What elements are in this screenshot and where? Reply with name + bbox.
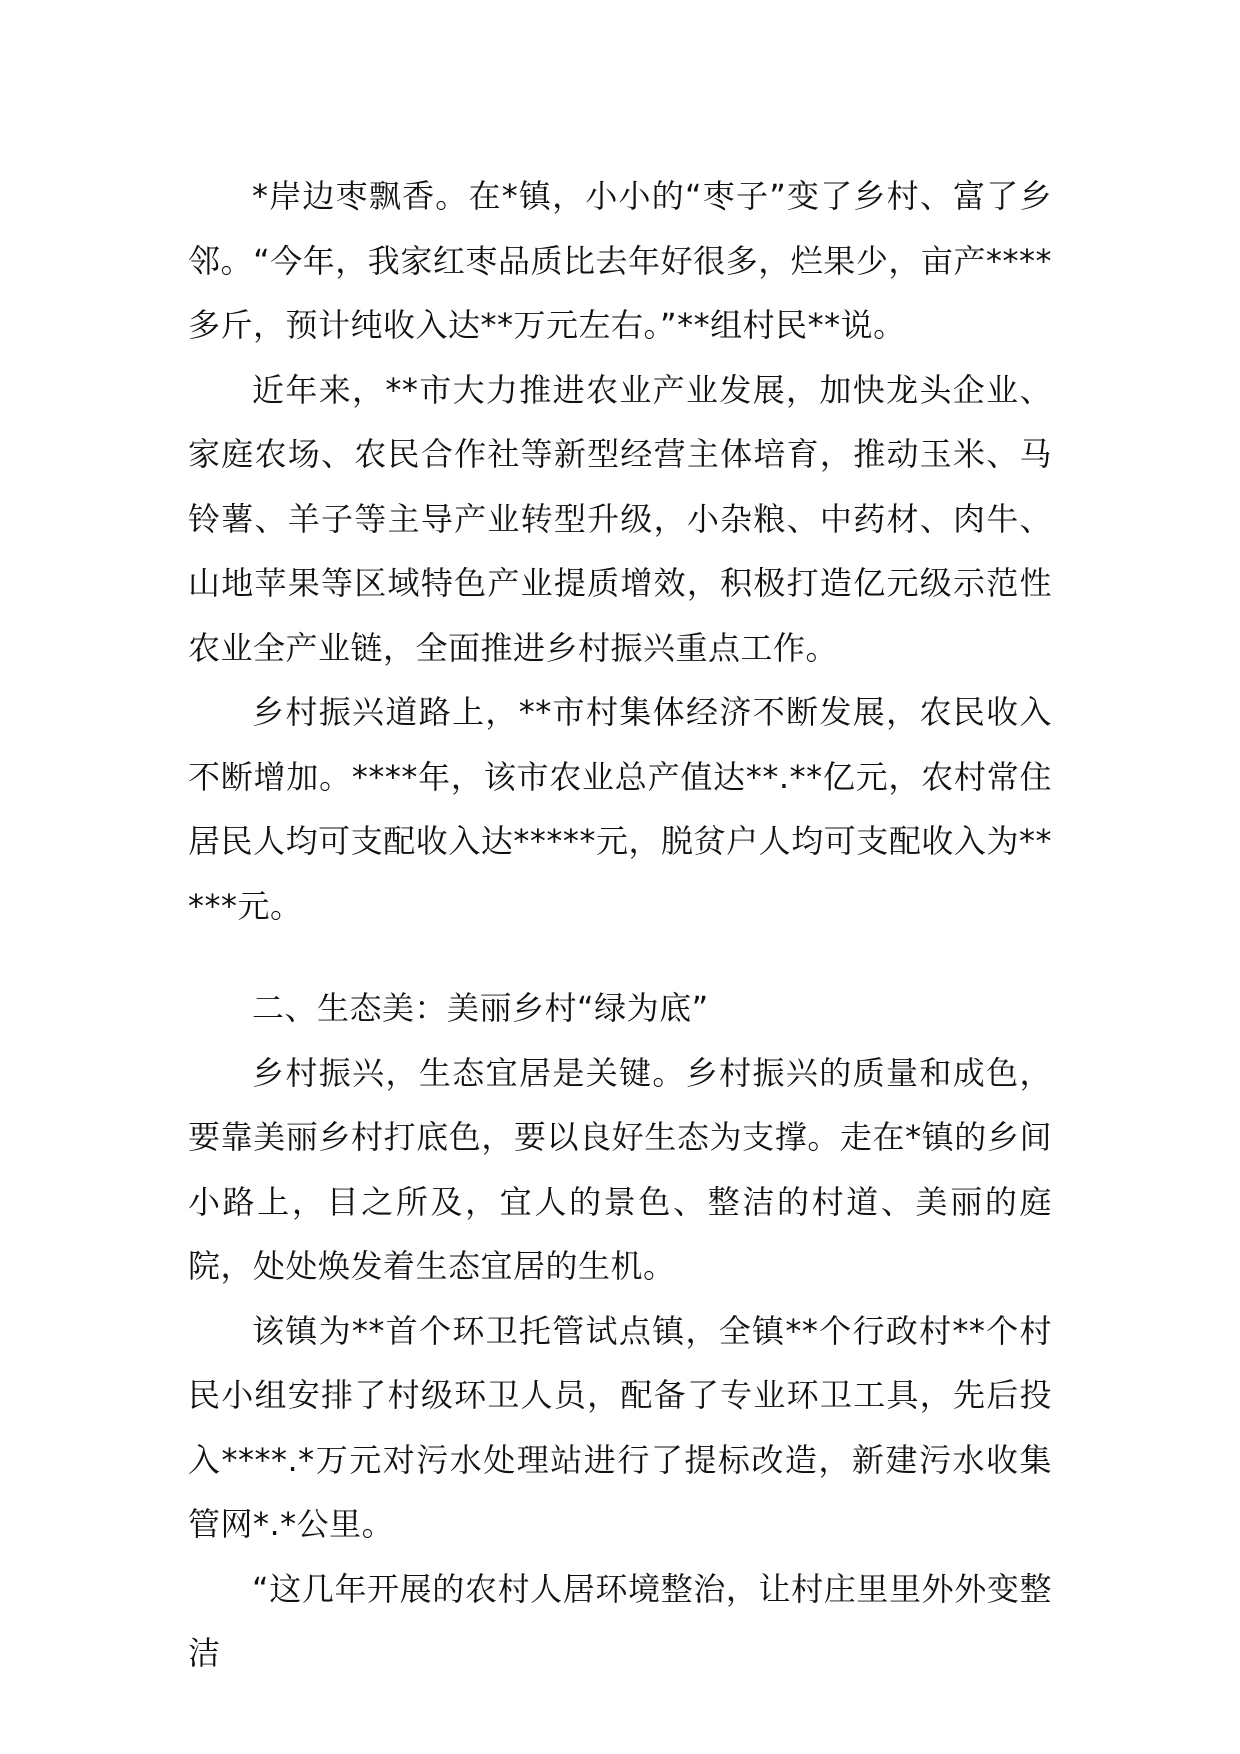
paragraph-ecology: 乡村振兴，生态宜居是关键。乡村振兴的质量和成色，要靠美丽乡村打底色，要以良好生态为支撑。走在*镇的乡间小路上，目之所及，宜人的景色、整洁的村道、美丽的庭院，处处焕发着生态宜居的生机。 [188,1053,1052,1285]
paragraph-sanitation: 该镇为**首个环卫托管试点镇，全镇**个行政村**个村民小组安排了村级环卫人员，配备了专业环卫工具，先后投入****.*万元对污水处理站进行了提标改造，新建污水收集管网*.*公里。 [188,1311,1052,1543]
paragraph-income: 乡村振兴道路上，**市村集体经济不断发展，农民收入不断增加。****年，该市农业总产值达**.**亿元，农村常住居民人均可支配收入达*****元，脱贫户人均可支配收入为*****元。 [188,693,1052,925]
paragraph-industry: 近年来，**市大力推进农业产业发展，加快龙头企业、家庭农场、农民合作社等新型经营主体培育，推动玉米、马铃薯、羊子等主导产业转型升级，小杂粮、中药材、肉牛、山地苹果等区域特色产业提质增效，积极打造亿元级示范性农业全产业链，全面推进乡村振兴重点工作。 [188,370,1052,667]
paragraph-quote: “这几年开展的农村人居环境整治，让村庄里里外外变整洁 [188,1569,1052,1672]
paragraph-jujube: *岸边枣飘香。在*镇，小小的“枣子”变了乡村、富了乡邻。“今年，我家红枣品质比去年好很多，烂果少，亩产****多斤，预计纯收入达**万元左右。”**组村民**说。 [188,177,1052,344]
document-body [188,164,1052,1686]
section-heading: 二、生态美：美丽乡村“绿为底” [252,989,709,1027]
